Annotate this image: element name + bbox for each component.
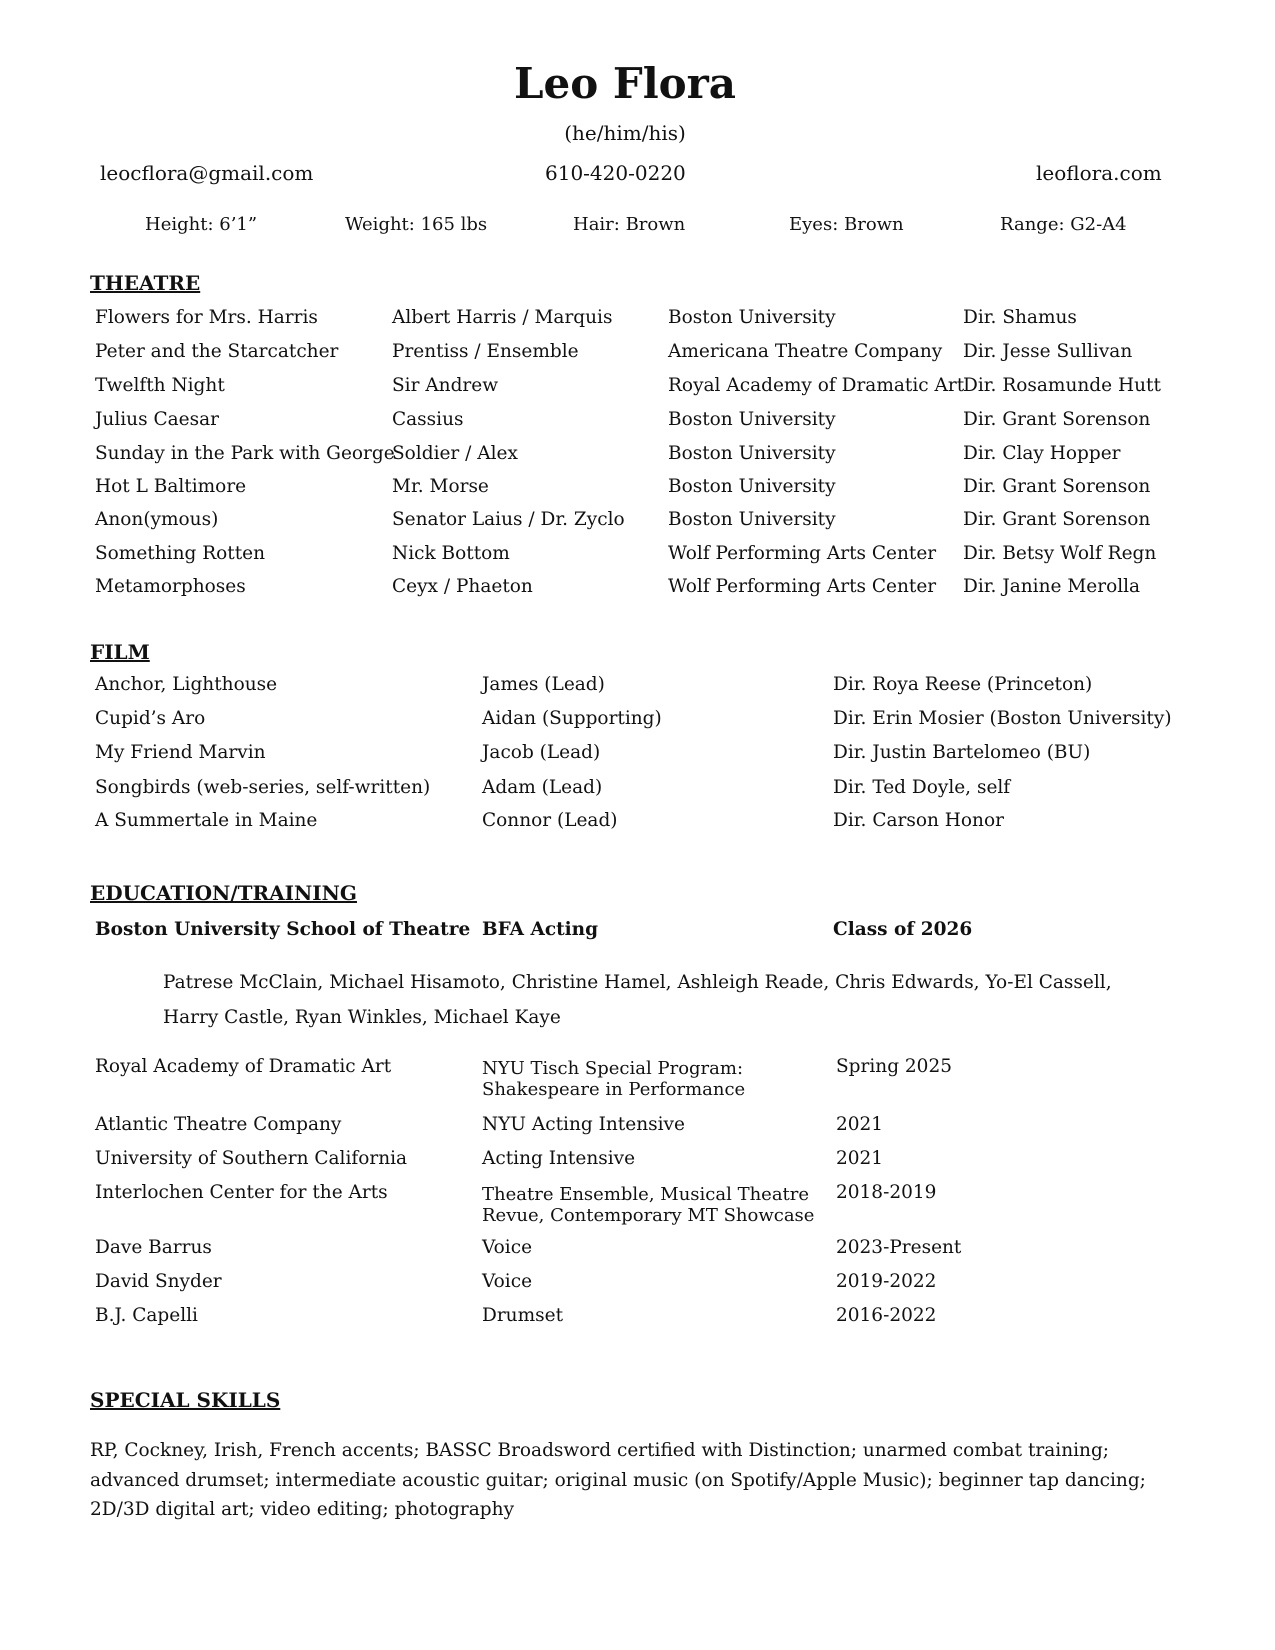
education-teachers: Patrese McClain, Michael Hisamoto, Christine Hamel, Ashleigh Reade, Chris Edwards, Yo-El Cassell, Harry Castle, Ryan Winkles, Michael Kaye xyxy=(163,972,1112,1028)
theatre-venue: Royal Academy of Dramatic Art xyxy=(668,375,965,396)
film-director: Dir. Roya Reese (Princeton) xyxy=(833,674,1093,695)
theatre-show: Peter and the Starcatcher xyxy=(95,341,339,362)
theatre-show: Anon(ymous) xyxy=(95,509,219,530)
education-degree: BFA Acting xyxy=(482,919,599,940)
email-link[interactable]: leocflora@gmail.com xyxy=(100,161,314,185)
training-program: Theatre Ensemble, Musical Theatre Revue, Contemporary MT Showcase xyxy=(482,1184,815,1226)
theatre-show: Something Rotten xyxy=(95,543,266,564)
training-institution: Atlantic Theatre Company xyxy=(95,1114,342,1135)
theatre-heading: THEATRE xyxy=(90,271,201,295)
film-role: Aidan (Supporting) xyxy=(482,708,662,729)
theatre-director: Dir. Grant Sorenson xyxy=(963,509,1151,530)
theatre-venue: Boston University xyxy=(668,409,836,430)
theatre-show: Metamorphoses xyxy=(95,576,246,597)
training-dates: 2021 xyxy=(836,1114,884,1135)
training-institution: University of Southern California xyxy=(95,1148,408,1169)
theatre-venue: Boston University xyxy=(668,307,836,328)
training-dates: 2023-Present xyxy=(836,1237,962,1258)
training-institution: Royal Academy of Dramatic Art xyxy=(95,1056,392,1077)
film-heading: FILM xyxy=(90,640,150,664)
theatre-director: Dir. Janine Merolla xyxy=(963,576,1141,597)
training-program: Drumset xyxy=(482,1305,564,1326)
training-program: NYU Tisch Special Program: Shakespeare in Performance xyxy=(482,1058,746,1100)
film-title: A Summertale in Maine xyxy=(95,810,318,831)
training-program: Acting Intensive xyxy=(482,1148,636,1169)
training-institution: Dave Barrus xyxy=(95,1237,212,1258)
film-director: Dir. Carson Honor xyxy=(833,810,1004,831)
theatre-director: Dir. Betsy Wolf Regn xyxy=(963,543,1157,564)
education-school: Boston University School of Theatre xyxy=(95,919,471,940)
stat-height: Height: 6’1” xyxy=(145,214,258,235)
theatre-venue: Wolf Performing Arts Center xyxy=(668,576,937,597)
theatre-show: Hot L Baltimore xyxy=(95,476,247,497)
training-program: Voice xyxy=(482,1271,533,1292)
film-title: Songbirds (web-series, self-written) xyxy=(95,777,431,798)
education-heading: EDUCATION/TRAINING xyxy=(90,881,357,905)
pronouns: (he/him/his) xyxy=(564,121,686,145)
theatre-show: Julius Caesar xyxy=(95,409,219,430)
theatre-role: Soldier / Alex xyxy=(392,443,518,464)
training-dates: 2018-2019 xyxy=(836,1182,937,1203)
theatre-director: Dir. Jesse Sullivan xyxy=(963,341,1133,362)
training-institution: B.J. Capelli xyxy=(95,1305,198,1326)
stat-weight: Weight: 165 lbs xyxy=(345,214,488,235)
theatre-role: Albert Harris / Marquis xyxy=(392,307,613,328)
theatre-role: Mr. Morse xyxy=(392,476,489,497)
film-director: Dir. Justin Bartelomeo (BU) xyxy=(833,742,1091,763)
film-director: Dir. Erin Mosier (Boston University) xyxy=(833,708,1172,729)
theatre-venue: Boston University xyxy=(668,476,836,497)
film-role: James (Lead) xyxy=(482,674,605,695)
theatre-show: Sunday in the Park with George xyxy=(95,443,395,464)
theatre-role: Cassius xyxy=(392,409,464,430)
theatre-venue: Boston University xyxy=(668,509,836,530)
theatre-director: Dir. Clay Hopper xyxy=(963,443,1121,464)
theatre-role: Sir Andrew xyxy=(392,375,499,396)
film-role: Jacob (Lead) xyxy=(482,742,601,763)
resume-name: Leo Flora xyxy=(513,59,737,108)
film-title: Cupid’s Aro xyxy=(95,708,206,729)
training-dates: Spring 2025 xyxy=(836,1056,952,1077)
stat-range: Range: G2-A4 xyxy=(1000,214,1127,235)
theatre-director: Dir. Grant Sorenson xyxy=(963,476,1151,497)
theatre-role: Prentiss / Ensemble xyxy=(392,341,579,362)
training-dates: 2021 xyxy=(836,1148,884,1169)
theatre-director: Dir. Grant Sorenson xyxy=(963,409,1151,430)
film-title: My Friend Marvin xyxy=(95,742,266,763)
theatre-venue: Boston University xyxy=(668,443,836,464)
theatre-director: Dir. Shamus xyxy=(963,307,1077,328)
theatre-venue: Wolf Performing Arts Center xyxy=(668,543,937,564)
training-institution: David Snyder xyxy=(95,1271,222,1292)
theatre-show: Twelfth Night xyxy=(95,375,225,396)
theatre-role: Ceyx / Phaeton xyxy=(392,576,533,597)
theatre-show: Flowers for Mrs. Harris xyxy=(95,307,318,328)
skills-heading: SPECIAL SKILLS xyxy=(90,1388,281,1412)
training-dates: 2019-2022 xyxy=(836,1271,937,1292)
training-program: NYU Acting Intensive xyxy=(482,1114,685,1135)
stat-hair: Hair: Brown xyxy=(573,214,686,235)
film-role: Adam (Lead) xyxy=(482,777,603,798)
training-institution: Interlochen Center for the Arts xyxy=(95,1182,388,1203)
website-link[interactable]: leoflora.com xyxy=(1036,161,1162,185)
film-director: Dir. Ted Doyle, self xyxy=(833,777,1011,798)
stat-eyes: Eyes: Brown xyxy=(789,214,904,235)
theatre-venue: Americana Theatre Company xyxy=(668,341,943,362)
film-role: Connor (Lead) xyxy=(482,810,618,831)
training-dates: 2016-2022 xyxy=(836,1305,937,1326)
education-class-year: Class of 2026 xyxy=(833,919,973,940)
film-title: Anchor, Lighthouse xyxy=(95,674,278,695)
skills-text: RP, Cockney, Irish, French accents; BASSC Broadsword certified with Distinction; unarmed combat training; advanced drumset; intermediate acoustic guitar; original music (on Spotify/Apple Music); beginner tap dancing; 2D/3D digital art; video editing; photography xyxy=(90,1440,1146,1520)
phone-number: 610-420-0220 xyxy=(545,161,686,185)
theatre-role: Nick Bottom xyxy=(392,543,510,564)
training-program: Voice xyxy=(482,1237,533,1258)
theatre-director: Dir. Rosamunde Hutt xyxy=(963,375,1161,396)
theatre-role: Senator Laius / Dr. Zyclo xyxy=(392,509,625,530)
